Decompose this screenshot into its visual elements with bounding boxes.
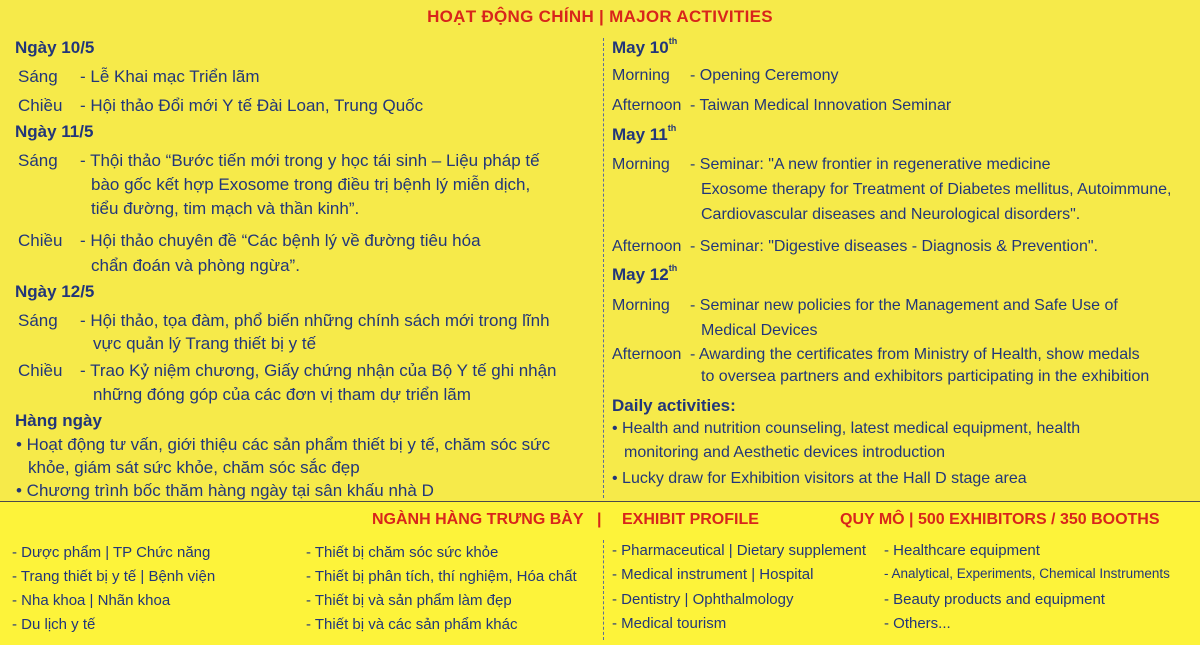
exhibit-item: - Medical instrument | Hospital: [612, 566, 814, 583]
exhibit-title-separator: |: [597, 511, 602, 528]
vi-session-text: bào gốc kết hợp Exosome trong điều trị bệnh lý miễn dịch,: [91, 175, 531, 194]
en-daily-item: • Lucky draw for Exhibition visitors at the Hall D stage area: [612, 470, 1027, 487]
en-session-label: Morning: [612, 297, 670, 314]
vi-daily-item: • Chương trình bốc thăm hàng ngày tại sân khấu nhà D: [16, 481, 434, 500]
en-session-text: to oversea partners and exhibitors participating in the exhibition: [701, 368, 1150, 385]
en-daily-label: Daily activities:: [612, 396, 736, 415]
vi-session-label: Sáng: [18, 151, 58, 170]
section-title: HOẠT ĐỘNG CHÍNH | MAJOR ACTIVITIES: [427, 7, 773, 26]
exhibit-item: - Thiết bị phân tích, thí nghiệm, Hóa chất: [306, 568, 577, 585]
en-daily-item: • Health and nutrition counseling, latest medical equipment, health: [612, 420, 1081, 437]
en-session-label: Morning: [612, 67, 670, 84]
vi-session-text: - Hội thảo Đổi mới Y tế Đài Loan, Trung Quốc: [80, 96, 424, 115]
vi-session-text: - Thội thảo “Bước tiến mới trong y học tái sinh – Liệu pháp tế: [80, 151, 540, 170]
exhibit-item: - Thiết bị chăm sóc sức khỏe: [306, 544, 499, 561]
band-column-divider: [603, 540, 604, 640]
en-day-label: May 12th: [612, 263, 678, 284]
exhibit-item: - Medical tourism: [612, 615, 727, 632]
vi-session-label: Chiều: [18, 231, 63, 250]
vi-session-text: chẩn đoán và phòng ngừa”.: [91, 256, 300, 275]
exhibit-title-vi: NGÀNH HÀNG TRƯNG BÀY: [372, 511, 584, 528]
vi-session-text: - Lễ Khai mạc Triển lãm: [80, 67, 260, 86]
exhibit-item: - Thiết bị và các sản phẩm khác: [306, 616, 518, 633]
vi-daily-label: Hàng ngày: [15, 411, 102, 430]
vi-session-label: Sáng: [18, 67, 58, 86]
exhibit-scale: QUY MÔ | 500 EXHIBITORS / 350 BOOTHS: [840, 511, 1160, 528]
vi-daily-item: khỏe, giám sát sức khỏe, chăm sóc sắc đẹp: [28, 458, 360, 477]
exhibit-item: - Healthcare equipment: [884, 542, 1040, 559]
vi-daily-item: • Hoạt động tư vấn, giới thiệu các sản phẩm thiết bị y tế, chăm sóc sức: [16, 435, 551, 454]
en-session-text: - Seminar: "Digestive diseases - Diagnosis & Prevention".: [690, 238, 1098, 255]
vi-session-text: những đóng góp của các đơn vị tham dự triển lãm: [93, 385, 471, 404]
en-session-label: Afternoon: [612, 238, 682, 255]
en-session-text: - Seminar: "A new frontier in regenerative medicine: [690, 156, 1051, 173]
vi-session-text: vực quản lý Trang thiết bị y tế: [93, 334, 317, 353]
vi-day-label: Ngày 11/5: [15, 122, 94, 141]
vi-session-text: - Hội thảo, tọa đàm, phổ biến những chính sách mới trong lĩnh: [80, 311, 550, 330]
en-session-text: Cardiovascular diseases and Neurological disorders".: [701, 206, 1081, 223]
vi-session-text: - Trao Kỷ niệm chương, Giấy chứng nhận của Bộ Y tế ghi nhận: [80, 361, 557, 380]
exhibit-item: - Trang thiết bị y tế | Bệnh viện: [12, 568, 216, 585]
exhibit-item: - Others...: [884, 615, 951, 632]
vi-session-label: Chiều: [18, 96, 63, 115]
en-daily-item: monitoring and Aesthetic devices introduction: [624, 444, 946, 461]
exhibit-item: - Du lịch y tế: [12, 616, 96, 633]
en-day-label: May 11th: [612, 123, 677, 144]
en-session-text: Medical Devices: [701, 322, 818, 339]
exhibit-item: - Dược phẩm | TP Chức năng: [12, 544, 211, 561]
exhibit-item: - Dentistry | Ophthalmology: [612, 591, 794, 608]
exhibit-item: - Analytical, Experiments, Chemical Instruments: [884, 566, 1170, 581]
en-day-label: May 10th: [612, 36, 678, 57]
en-session-text: - Taiwan Medical Innovation Seminar: [690, 97, 952, 114]
vi-session-text: tiểu đường, tim mạch và thần kinh”.: [91, 199, 360, 218]
en-session-label: Morning: [612, 156, 670, 173]
vi-day-label: Ngày 10/5: [15, 38, 95, 57]
exhibit-item: - Nha khoa | Nhãn khoa: [12, 592, 171, 609]
column-divider: [603, 38, 604, 498]
exhibit-title-en: EXHIBIT PROFILE: [622, 511, 759, 528]
en-session-label: Afternoon: [612, 346, 682, 363]
vi-session-text: - Hội thảo chuyên đề “Các bệnh lý về đường tiêu hóa: [80, 231, 481, 250]
vi-session-label: Sáng: [18, 311, 58, 330]
en-session-text: - Awarding the certificates from Ministry of Health, show medals: [690, 346, 1140, 363]
en-session-text: - Seminar new policies for the Management and Safe Use of: [690, 297, 1118, 314]
en-session-label: Afternoon: [612, 97, 682, 114]
vi-day-label: Ngày 12/5: [15, 282, 95, 301]
exhibit-item: - Thiết bị và sản phẩm làm đẹp: [306, 592, 512, 609]
en-session-text: Exosome therapy for Treatment of Diabetes mellitus, Autoimmune,: [701, 181, 1172, 198]
en-session-text: - Opening Ceremony: [690, 67, 839, 84]
exhibit-item: - Beauty products and equipment: [884, 591, 1105, 608]
vi-session-label: Chiều: [18, 361, 63, 380]
exhibit-item: - Pharmaceutical | Dietary supplement: [612, 542, 867, 559]
